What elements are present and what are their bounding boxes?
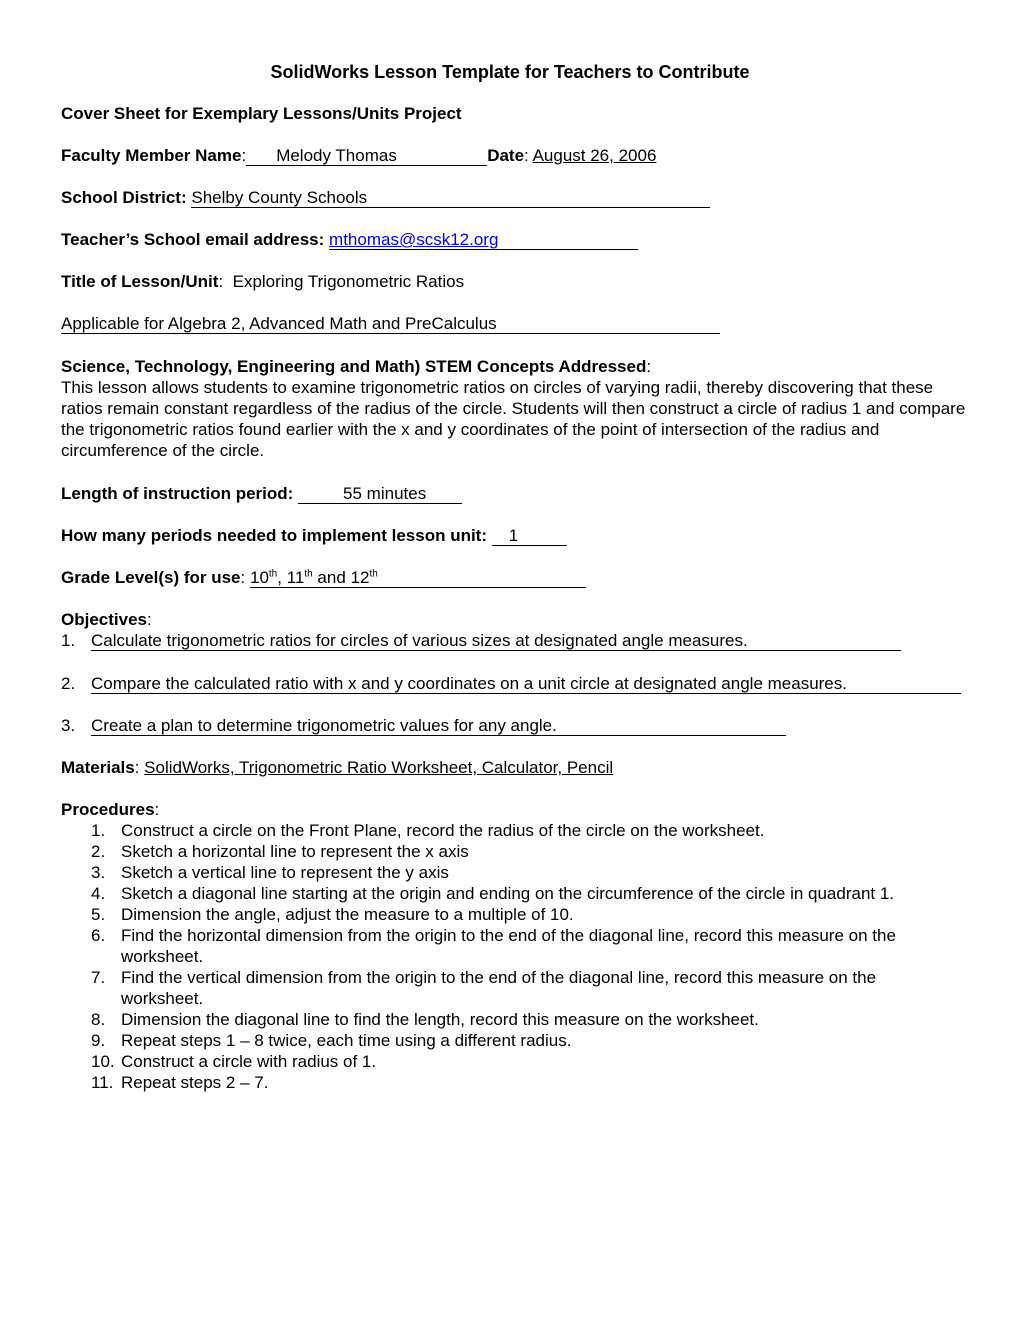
procedure-item: 5. Dimension the angle, adjust the measure to a multiple of 10. <box>91 905 574 924</box>
lesson-title-value: Exploring Trigonometric Ratios <box>232 272 465 291</box>
periods-field[interactable]: 1 <box>492 527 567 546</box>
lesson-title-row: Title of Lesson/Unit: Exploring Trigonometric Ratios <box>61 272 465 291</box>
stem-paragraph: This lesson allows students to examine trigonometric ratios on circles of varying radii, thereby discovering that these ratios remain constant regardless of the radius of the circle. Students will then construct a circle of radius 1 and compare the trigonometric ratios found earlier with the x and y coordinates of the point of intersection of the radius and circumference of the circle. <box>61 378 966 460</box>
length-field[interactable]: 55 minutes <box>298 485 462 504</box>
email-field[interactable] <box>329 231 638 250</box>
procedure-item: 2. Sketch a horizontal line to represent the x axis <box>91 842 469 861</box>
procedure-item: 8. Dimension the diagonal line to find the length, record this measure on the worksheet. <box>91 1010 759 1029</box>
procedure-item: 4. Sketch a diagonal line starting at the origin and ending on the circumference of the circle in quadrant 1. <box>91 884 895 903</box>
objective-item: 1. Calculate trigonometric ratios for circles of various sizes at designated angle measures. <box>61 630 901 651</box>
procedure-item: 10. Construct a circle with radius of 1. <box>91 1052 377 1071</box>
objective-item: 2. Compare the calculated ratio with x and y coordinates on a unit circle at designated angle measures. <box>61 673 961 694</box>
length-row: Length of instruction period: 55 minutes <box>61 483 462 504</box>
applicable-field[interactable]: Applicable for Algebra 2, Advanced Math and PreCalculus <box>61 315 720 334</box>
procedure-item: 9. Repeat steps 1 – 8 twice, each time using a different radius. <box>91 1031 572 1050</box>
procedures-list <box>91 820 961 1093</box>
grade-row: Grade Level(s) for use: 10th, 11th and 12th <box>61 567 586 588</box>
procedure-item: 11. Repeat steps 2 – 7. <box>91 1073 269 1092</box>
materials-row: Materials: SolidWorks, Trigonometric Ratio Worksheet, Calculator, Pencil <box>61 758 614 777</box>
email-row: Teacher’s School email address: mthomas@scsk12.org <box>61 229 638 250</box>
procedure-item: 7. Find the vertical dimension from the origin to the end of the diagonal line, record this measure on the worksheet. <box>91 968 877 1008</box>
faculty-row: Faculty Member Name: Melody Thomas Date: August 26, 2006 <box>61 146 657 165</box>
cover-sheet-heading: Cover Sheet for Exemplary Lessons/Units Project <box>61 104 462 123</box>
grade-field[interactable]: 10th, 11th and 12th <box>250 569 586 588</box>
faculty-name-field[interactable]: Melody Thomas <box>246 147 487 166</box>
email-link[interactable]: mthomas@scsk12.org <box>329 230 499 249</box>
procedure-item: 3. Sketch a vertical line to represent the y axis <box>91 863 449 882</box>
district-row: School District: Shelby County Schools <box>61 187 710 208</box>
materials-value: SolidWorks, Trigonometric Ratio Worksheet, Calculator, Pencil <box>144 758 614 777</box>
periods-row: How many periods needed to implement lesson unit: 1 <box>61 525 567 546</box>
date-field[interactable]: August 26, 2006 <box>532 146 657 165</box>
applicable-row <box>61 313 720 334</box>
stem-heading: Science, Technology, Engineering and Math) STEM Concepts Addressed: <box>61 357 652 376</box>
procedures-heading: Procedures: <box>61 800 160 819</box>
objective-item: 3. Create a plan to determine trigonometric values for any angle. <box>61 715 786 736</box>
district-field[interactable]: Shelby County Schools <box>191 189 710 208</box>
objectives-heading: Objectives: <box>61 610 152 629</box>
procedure-item: 1. Construct a circle on the Front Plane, record the radius of the circle on the worksheet. <box>91 821 765 840</box>
document-title: SolidWorks Lesson Template for Teachers to Contribute <box>270 62 750 82</box>
procedure-item: 6. Find the horizontal dimension from the origin to the end of the diagonal line, record this measure on the worksheet. <box>91 926 896 966</box>
